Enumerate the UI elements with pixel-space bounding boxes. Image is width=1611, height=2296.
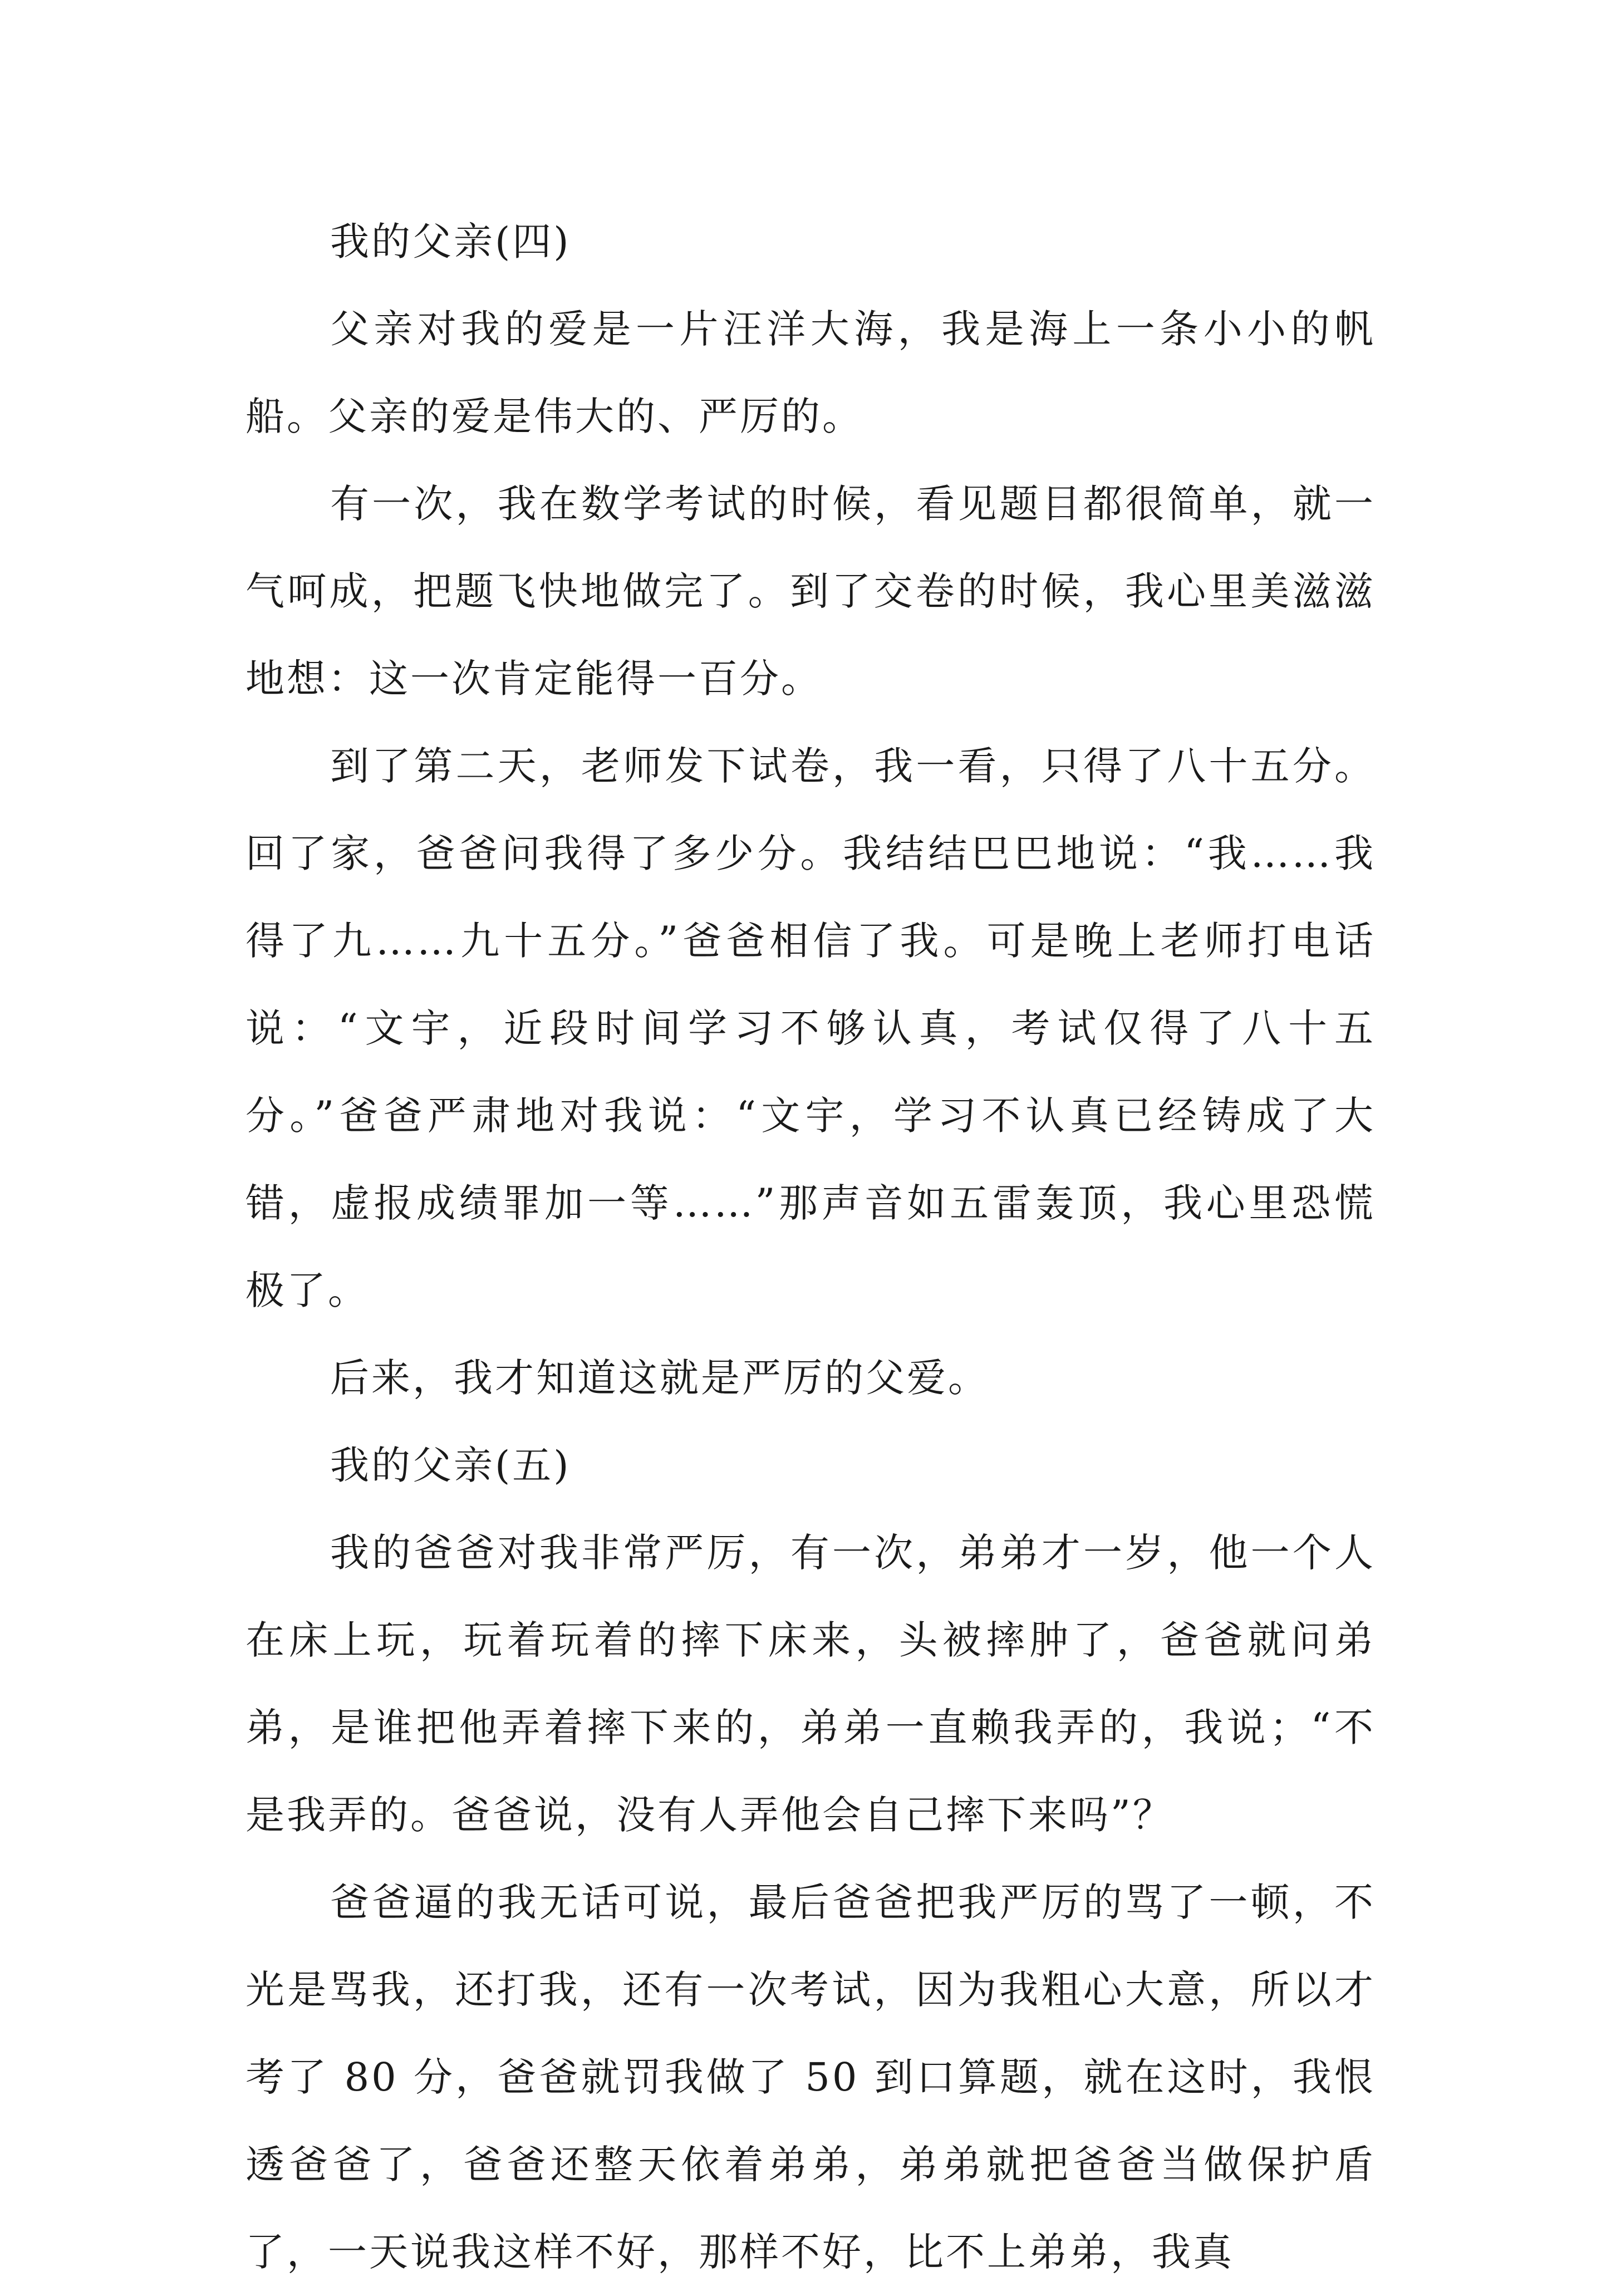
paragraph: 爸爸逼的我无话可说，最后爸爸把我严厉的骂了一顿，不光是骂我，还打我，还有一次考试，因为我粗心大意，所以才考了 80 分，爸爸就罚我做了 50 到口算题，就在这时，我恨透爸爸了，爸爸还整天依着弟弟，弟弟就把爸爸当做保护盾了，一天说我这样不好，那样不好，比不上弟弟，我真 (245, 1880, 1376, 2275)
paragraph: 到了第二天，老师发下试卷，我一看，只得了八十五分。回了家，爸爸问我得了多少分。我结结巴巴地说：“我……我得了九……九十五分。”爸爸相信了我。可是晚上老师打电话说：“文宇，近段时间学习不够认真，考试仅得了八十五分。”爸爸严肃地对我说：“文宇，学习不认真已经铸成了大错，虚报成绩罪加一等……”那声音如五雷轰顶，我心里恐慌极了。 (245, 743, 1376, 1313)
document-body (245, 198, 1376, 2296)
paragraph: 父亲对我的爱是一片汪洋大海，我是海上一条小小的帆船。父亲的爱是伟大的、严厉的。 (245, 306, 1376, 439)
paragraph: 有一次，我在数学考试的时候，看见题目都很简单，就一气呵成，把题飞快地做完了。到了交卷的时候，我心里美滋滋地想：这一次肯定能得一百分。 (245, 481, 1376, 701)
section-title-5: 我的父亲(五) (330, 1443, 571, 1488)
paragraph: 我的爸爸对我非常严厉，有一次，弟弟才一岁，他一个人在床上玩，玩着玩着的摔下床来，头被摔肿了，爸爸就问弟弟，是谁把他弄着摔下来的，弟弟一直赖我弄的，我说；“不是我弄的。爸爸说，没有人弄他会自己摔下来吗”？ (245, 1530, 1376, 1838)
paragraph: 后来，我才知道这就是严厉的父爱。 (330, 1355, 989, 1401)
section-title-4: 我的父亲(四) (330, 219, 571, 264)
